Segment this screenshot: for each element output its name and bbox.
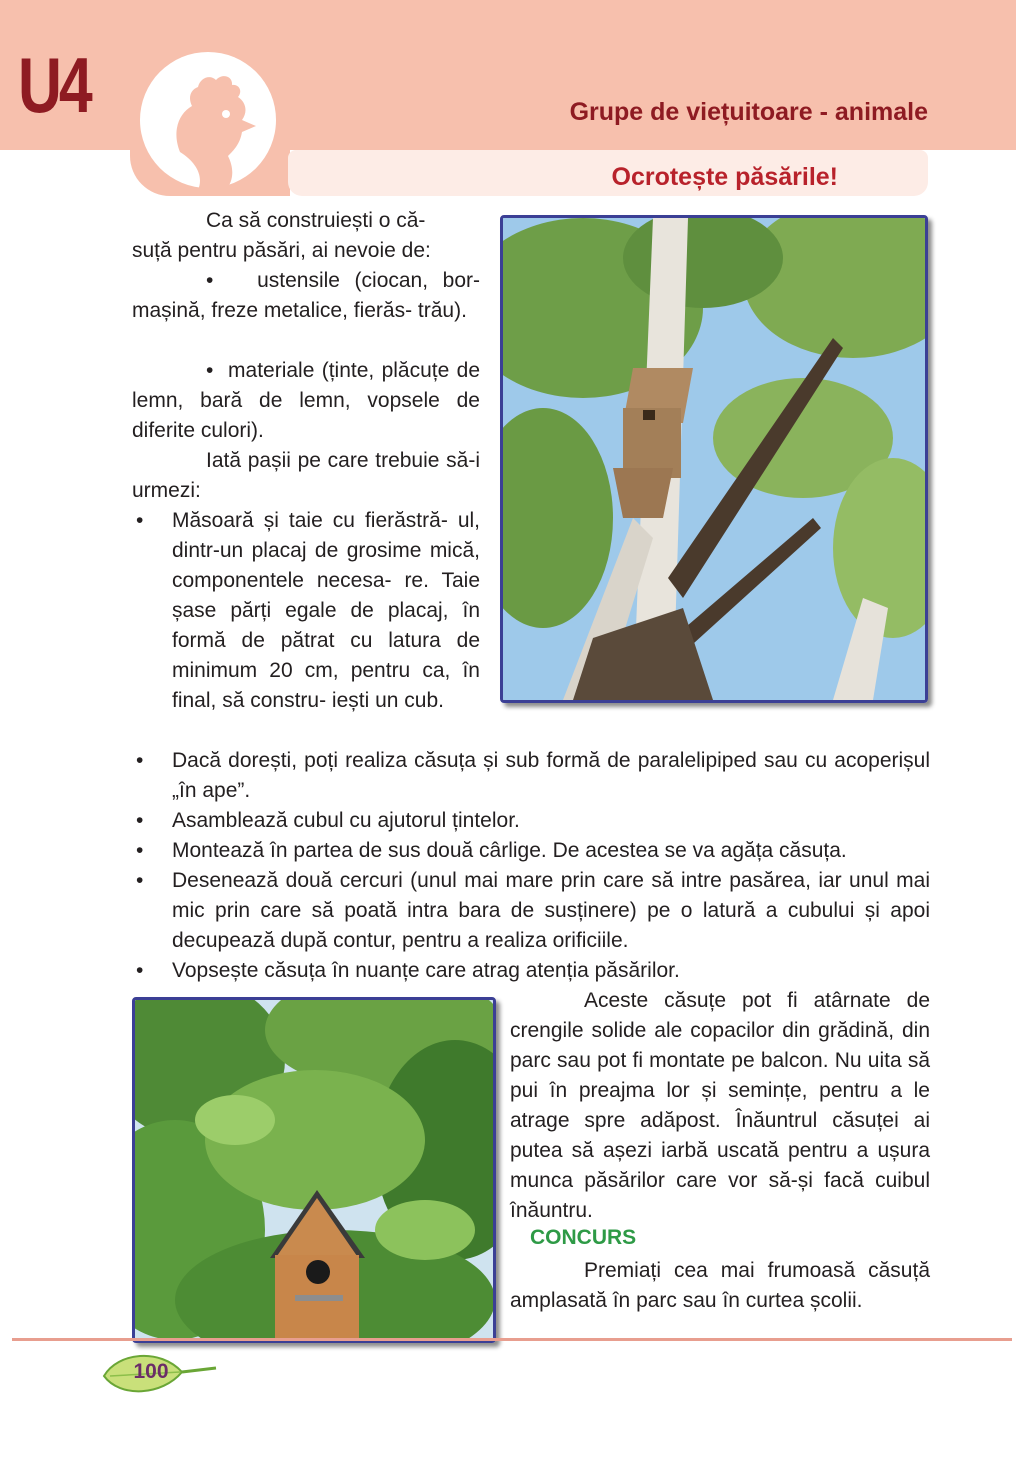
step-item: • Asamblează cubul cu ajutorul țintelor. xyxy=(132,806,930,836)
contest-paragraph: Premiați cea mai frumoasă căsuță amplasată în parc sau în curtea școlii. xyxy=(510,1259,930,1312)
materials-item: • materiale (ținte, plăcuțe de lemn, bară de lemn, vopsele de diferite culori). xyxy=(132,359,480,442)
steps-intro: Iată pașii pe care trebuie să-i urmezi: xyxy=(132,449,480,502)
step-item: • Montează în partea de sus două cârlige. De acestea se va agăța căsuța. xyxy=(132,836,930,866)
step-item: • Vopsește căsuța în nuanțe care atrag atenția păsărilor. xyxy=(132,956,930,986)
contest-heading: CONCURS xyxy=(530,1226,637,1249)
intro-paragraph-1: Ca să construiești o că- suță pentru păsări, ai nevoie de: xyxy=(132,209,431,262)
footer-divider xyxy=(12,1338,1012,1341)
photo-birdhouse-tree xyxy=(500,215,928,703)
photo-birdhouse-bush xyxy=(132,997,496,1343)
tools-item: • ustensile (ciocan, bor- mașină, freze metalice, fierăs- trău). xyxy=(132,269,480,322)
lesson-title: Ocrotește păsările! xyxy=(611,163,838,191)
closing-paragraph: Aceste căsuțe pot fi atârnate de crengile solide ale copacilor din grădină, din parc sau pot fi montate pe balcon. Nu uita să pui în preajma lor și semințe, pentru a le atrage spre adăpost. Înăuntrul căsuței ai putea să așezi iarbă uscată pentru a ușura munca păsărilor care vor să-și facă cuibul înăuntru. xyxy=(510,989,930,1222)
unit-label: U4 xyxy=(18,41,90,129)
steps-list-top xyxy=(132,506,480,716)
page-number: 100 xyxy=(133,1360,169,1383)
step-item: • Desenează două cercuri (unul mai mare prin care să intre pasărea, iar unul mai mic prin care să poată intra bara de susținere) pe o latură a cubului și apoi decupează după contur, pentru a realiza orificiile. xyxy=(132,866,930,956)
steps-list xyxy=(132,746,930,986)
step-item: • Măsoară și taie cu fierăstră- ul, dintr-un placaj de grosime mică, componentele necesa- re. Taie șase părți egale de placaj, în formă de pătrat cu latura de minimum 20 cm, pentru ca, în final, să constru- iești un cub. xyxy=(132,506,480,716)
rooster-head-icon xyxy=(138,40,278,195)
chapter-title: Grupe de viețuitoare - animale xyxy=(569,98,928,126)
step-item: • Dacă dorești, poți realiza căsuța și sub formă de paralelipiped sau cu acoperișul „în ape”. xyxy=(132,746,930,806)
